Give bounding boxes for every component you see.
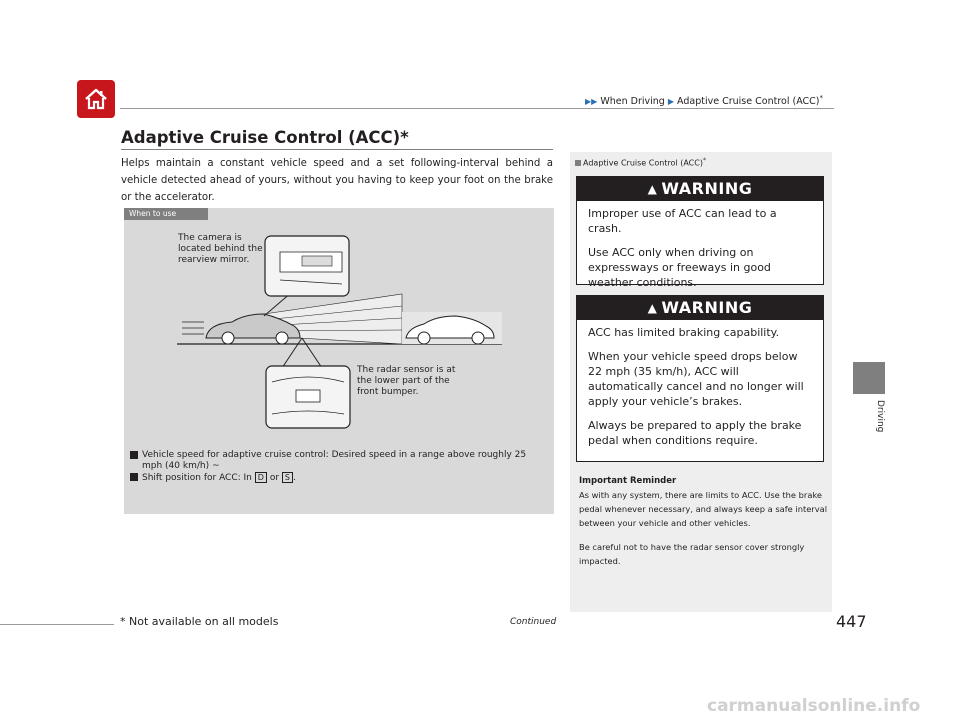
page-number: 447 xyxy=(836,612,867,631)
list-item xyxy=(130,472,540,484)
camera-callout: The camera is located behind the rearview mirror. xyxy=(178,233,263,265)
when-to-use-tab: When to use xyxy=(124,208,208,220)
reminder-text: Be careful not to have the radar sensor cover strongly impacted. xyxy=(579,542,805,566)
footer-divider xyxy=(0,624,114,625)
notes-heading xyxy=(575,157,706,168)
page-title: Adaptive Cruise Control (ACC)* xyxy=(121,128,409,147)
conditions-list xyxy=(130,450,540,484)
important-reminder xyxy=(579,474,829,568)
bullet-icon xyxy=(130,451,138,459)
header-divider xyxy=(120,108,834,109)
reminder-text: As with any system, there are limits to ACC. Use the brake pedal whenever necessary, and always keep a safe interval between your vehicle and other vehicles. xyxy=(579,490,828,528)
speed-condition: Vehicle speed for adaptive cruise control: Desired speed in a range above roughly 25 mph (40 km/h) ~ xyxy=(142,450,527,471)
shift-condition-end: . xyxy=(292,473,296,483)
radar-callout: The radar sensor is at the lower part of the front bumper. xyxy=(357,365,456,397)
watermark: carmanualsonline.info xyxy=(707,696,921,716)
section-tab[interactable] xyxy=(853,362,885,394)
gear-d-key: D xyxy=(255,472,267,483)
reminder-title: Important Reminder xyxy=(579,476,677,486)
warning-title: WARNING xyxy=(661,298,753,317)
section-tab-label: Driving xyxy=(875,400,885,433)
intro-paragraph: Helps maintain a constant vehicle speed and a set following-interval behind a vehicle detected ahead of yours, without you having to keep your foot on the brake or the accelerator. xyxy=(121,158,553,203)
title-divider xyxy=(121,149,553,150)
continued-label: Continued xyxy=(510,617,557,627)
footnote-marker: * xyxy=(702,157,706,164)
shift-condition-text: Shift position for ACC: In xyxy=(142,473,252,483)
warning-text: Use ACC only when driving on expressways or freeways in good weather conditions. xyxy=(588,246,771,289)
warning-box-2 xyxy=(576,295,824,462)
gear-s-key: S xyxy=(282,472,293,483)
warning-text: Always be prepared to apply the brake pedal when conditions require. xyxy=(588,419,802,447)
warning-text: When your vehicle speed drops below 22 mph (35 km/h), ACC will automatically cancel and no longer will apply your vehicle’s brakes. xyxy=(588,350,804,408)
warning-header xyxy=(577,296,823,320)
warning-header xyxy=(577,177,823,201)
home-button[interactable] xyxy=(77,80,115,118)
breadcrumb-page[interactable]: Adaptive Cruise Control (ACC) xyxy=(677,96,820,108)
breadcrumb xyxy=(585,94,823,107)
notes-heading-text: Adaptive Cruise Control (ACC) xyxy=(583,158,703,168)
chevron-right-icon: ▶▶ xyxy=(585,97,598,107)
list-item xyxy=(130,450,540,472)
footnote-marker: * xyxy=(819,94,823,102)
warning-text: Improper use of ACC can lead to a crash. xyxy=(588,207,777,235)
warning-icon: ▲ xyxy=(647,301,658,315)
warning-text: ACC has limited braking capability. xyxy=(588,326,780,339)
note-icon xyxy=(575,160,581,166)
home-icon xyxy=(83,86,109,112)
chevron-right-icon: ▶ xyxy=(667,97,675,107)
warning-icon: ▲ xyxy=(647,182,658,196)
warning-box-1 xyxy=(576,176,824,289)
shift-condition xyxy=(142,472,296,484)
shift-condition-or: or xyxy=(269,473,280,483)
warning-title: WARNING xyxy=(661,179,753,198)
footnote: * Not available on all models xyxy=(120,615,279,628)
bullet-icon xyxy=(130,473,138,481)
breadcrumb-section[interactable]: When Driving xyxy=(600,96,665,108)
